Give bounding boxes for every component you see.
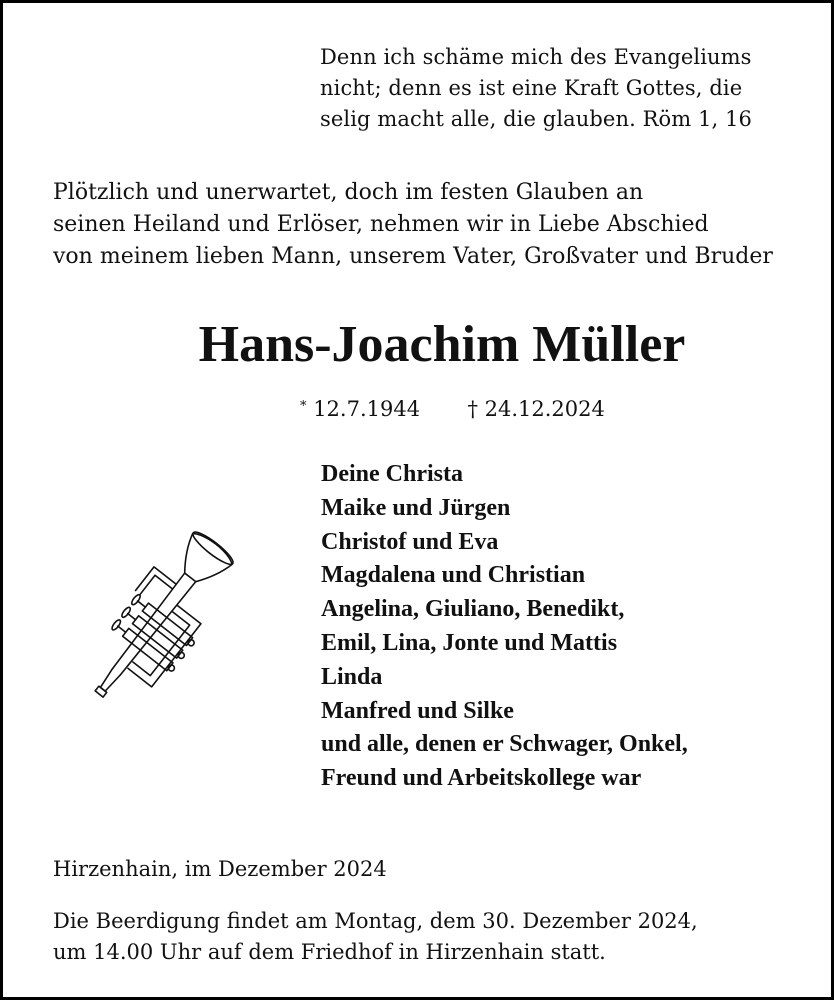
- mourner-line: Maike und Jürgen: [321, 494, 511, 521]
- birth-symbol: *: [300, 399, 307, 414]
- mourner-line: Manfred und Silke: [321, 697, 514, 724]
- mourner-line: Angelina, Giuliano, Benedikt,: [321, 596, 625, 623]
- intro-text: [53, 177, 773, 273]
- bible-verse: [320, 42, 752, 135]
- mourner-line: Magdalena und Christian: [321, 562, 586, 589]
- mourners-list: [321, 458, 688, 796]
- intro-line: von meinem lieben Mann, unserem Vater, Großvater und Bruder: [53, 244, 773, 269]
- death-date: 24.12.2024: [484, 397, 605, 421]
- intro-line: seinen Heiland und Erlöser, nehmen wir in Liebe Abschied: [53, 212, 709, 237]
- verse-line: Denn ich schäme mich des Evangeliums: [320, 45, 752, 69]
- mourner-line: Emil, Lina, Jonte und Mattis: [321, 629, 618, 656]
- mourner-line: Freund und Arbeitskollege war: [321, 765, 642, 792]
- funeral-info: [53, 906, 698, 968]
- trumpet-icon: [61, 503, 261, 733]
- birth-date: 12.7.1944: [313, 397, 421, 421]
- mourner-line: und alle, denen er Schwager, Onkel,: [321, 731, 688, 758]
- funeral-line: um 14.00 Uhr auf dem Friedhof in Hirzenhain statt.: [53, 940, 606, 964]
- mourner-line: Christof und Eva: [321, 528, 499, 555]
- death-symbol: †: [467, 397, 478, 421]
- funeral-line: Die Beerdigung findet am Montag, dem 30. Dezember 2024,: [53, 909, 698, 933]
- verse-line: selig macht alle, die glauben. Röm 1, 16: [320, 107, 753, 131]
- deceased-name: Hans-Joachim Müller: [198, 316, 686, 373]
- place-date: Hirzenhain, im Dezember 2024: [53, 857, 387, 881]
- life-dates: [300, 393, 605, 423]
- mourner-line: Deine Christa: [321, 461, 463, 487]
- intro-line: Plötzlich und unerwartet, doch im festen Glauben an: [53, 180, 644, 205]
- verse-line: nicht; denn es ist eine Kraft Gottes, die: [320, 76, 743, 100]
- mourner-line: Linda: [321, 663, 383, 690]
